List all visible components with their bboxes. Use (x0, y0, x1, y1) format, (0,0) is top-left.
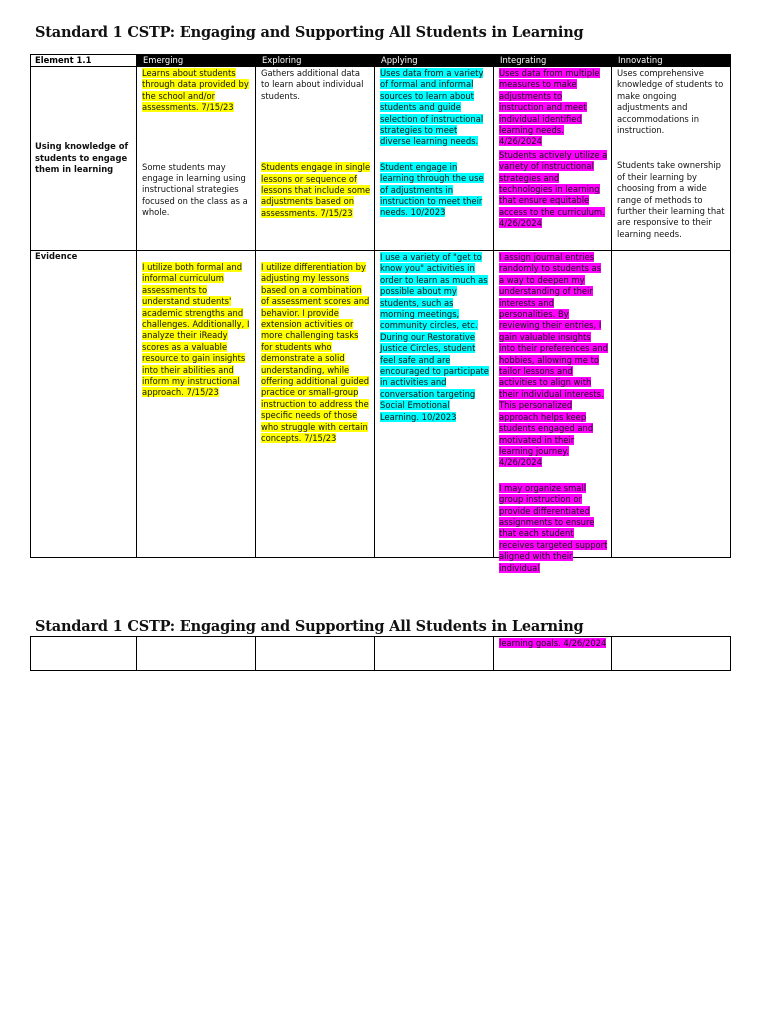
applying-description: Uses data from a variety of formal and informal sources to learn about students and guide selection of instructional strategies to meet diverse learning needs. (380, 68, 484, 147)
row-label-cell (31, 67, 137, 251)
cell-applying (375, 67, 494, 251)
evidence-applying (375, 251, 494, 558)
table-row (31, 637, 731, 671)
continued-exploring (256, 637, 375, 671)
continued-integrating (494, 637, 612, 671)
integrating-student-description: Students actively utilize a variety of instructional strategies and technologies in learning that ensure equitable access to the curriculum. 4/26/2024 (499, 149, 608, 229)
table-row (31, 67, 731, 251)
header-applying: Applying (375, 55, 494, 67)
evidence-emerging-text: I utilize both formal and informal curriculum assessments to understand students' academic strengths and challenges. Additionally, I analyze their iReady scores as a valuable resource to gain insights into their abilities and inform my instructional approach. 7/15/23 (142, 262, 250, 398)
innovating-student-description: Students take ownership of their learning by choosing from a wide range of methods to further their learning that are responsive to their learning needs. (617, 160, 725, 239)
continued-emerging (137, 637, 256, 671)
evidence-applying-text: I use a variety of "get to know you" activities in order to learn as much as possible about my students, such as morning meetings, community circles, etc. During our Restorative Justice Circles, student feel safe and are encouraged to participate in activities and conversation targeting Social Emotional Learning. 10/2023 (380, 252, 489, 422)
evidence-integrating (494, 251, 612, 573)
element-label: Element 1.1 (31, 55, 137, 67)
header-exploring: Exploring (256, 55, 375, 67)
rubric-table (30, 54, 731, 573)
header-integrating: Integrating (494, 55, 612, 67)
evidence-emerging (137, 251, 256, 558)
cell-emerging (137, 67, 256, 251)
header-emerging: Emerging (137, 55, 256, 67)
cell-innovating (612, 67, 731, 251)
page-title-continued: Standard 1 CSTP: Engaging and Supporting All Students in Learning (35, 618, 584, 635)
applying-student-description: Student engage in learning through the use of adjustments in instruction to meet their needs. 10/2023 (380, 161, 484, 218)
evidence-innovating (612, 251, 731, 558)
cell-integrating (494, 67, 612, 251)
table-row (31, 251, 731, 558)
cell-exploring (256, 67, 375, 251)
page-title: Standard 1 CSTP: Engaging and Supporting All Students in Learning (35, 24, 584, 41)
evidence-label-cell (31, 251, 137, 558)
continued-applying (375, 637, 494, 671)
emerging-student-description: Some students may engage in learning using instructional strategies focused on the class as a whole. (142, 161, 248, 218)
evidence-integrating-text-2: I may organize small group instruction or provide differentiated assignments to ensure that each student receives targeted support aligned with their individual (499, 482, 608, 573)
continued-label-cell (31, 637, 137, 671)
emerging-description: Learns about students through data provided by the school and/or assessments. 7/15/23 (142, 68, 249, 113)
header-innovating: Innovating (612, 55, 731, 67)
exploring-description: Gathers additional data to learn about individual students. (261, 68, 364, 101)
integrating-description: Uses data from multiple measures to make adjustments to instruction and meet individual identified learning needs. 4/26/2024 (499, 68, 600, 147)
header-row (31, 55, 731, 67)
continued-innovating (612, 637, 731, 671)
rubric-table-continued (30, 636, 731, 671)
innovating-description: Uses comprehensive knowledge of students to make ongoing adjustments and accommodations in instruction. (617, 68, 724, 136)
evidence-label: Evidence (35, 251, 78, 261)
evidence-exploring (256, 251, 375, 558)
continued-integrating-text: learning goals. 4/26/2024 (499, 638, 607, 648)
evidence-integrating-text: I assign journal entries randomly to students as a way to deepen my understanding of their interests and personalities. By reviewing their entries, I gain valuable insights into their preferences and hobbies, allowing me to tailor lessons and activities to align with their individual interests. This personalized approach helps keep students engaged and motivated in their learning journey. 4/26/2024 (499, 252, 608, 468)
exploring-student-description: Students engage in single lessons or sequence of lessons that include some adjustments based on assessments. 7/15/23 (261, 162, 371, 218)
row-label: Using knowledge of students to engage them in learning (35, 141, 129, 175)
evidence-exploring-text: I utilize differentiation by adjusting my lessons based on a combination of assessment scores and behavior. I provide extension activities or more challenging tasks for students who demonstrate a solid understanding, while offering additional guided practice or small-group instruction to address the specific needs of those who struggle with certain concepts. 7/15/23 (261, 262, 370, 444)
